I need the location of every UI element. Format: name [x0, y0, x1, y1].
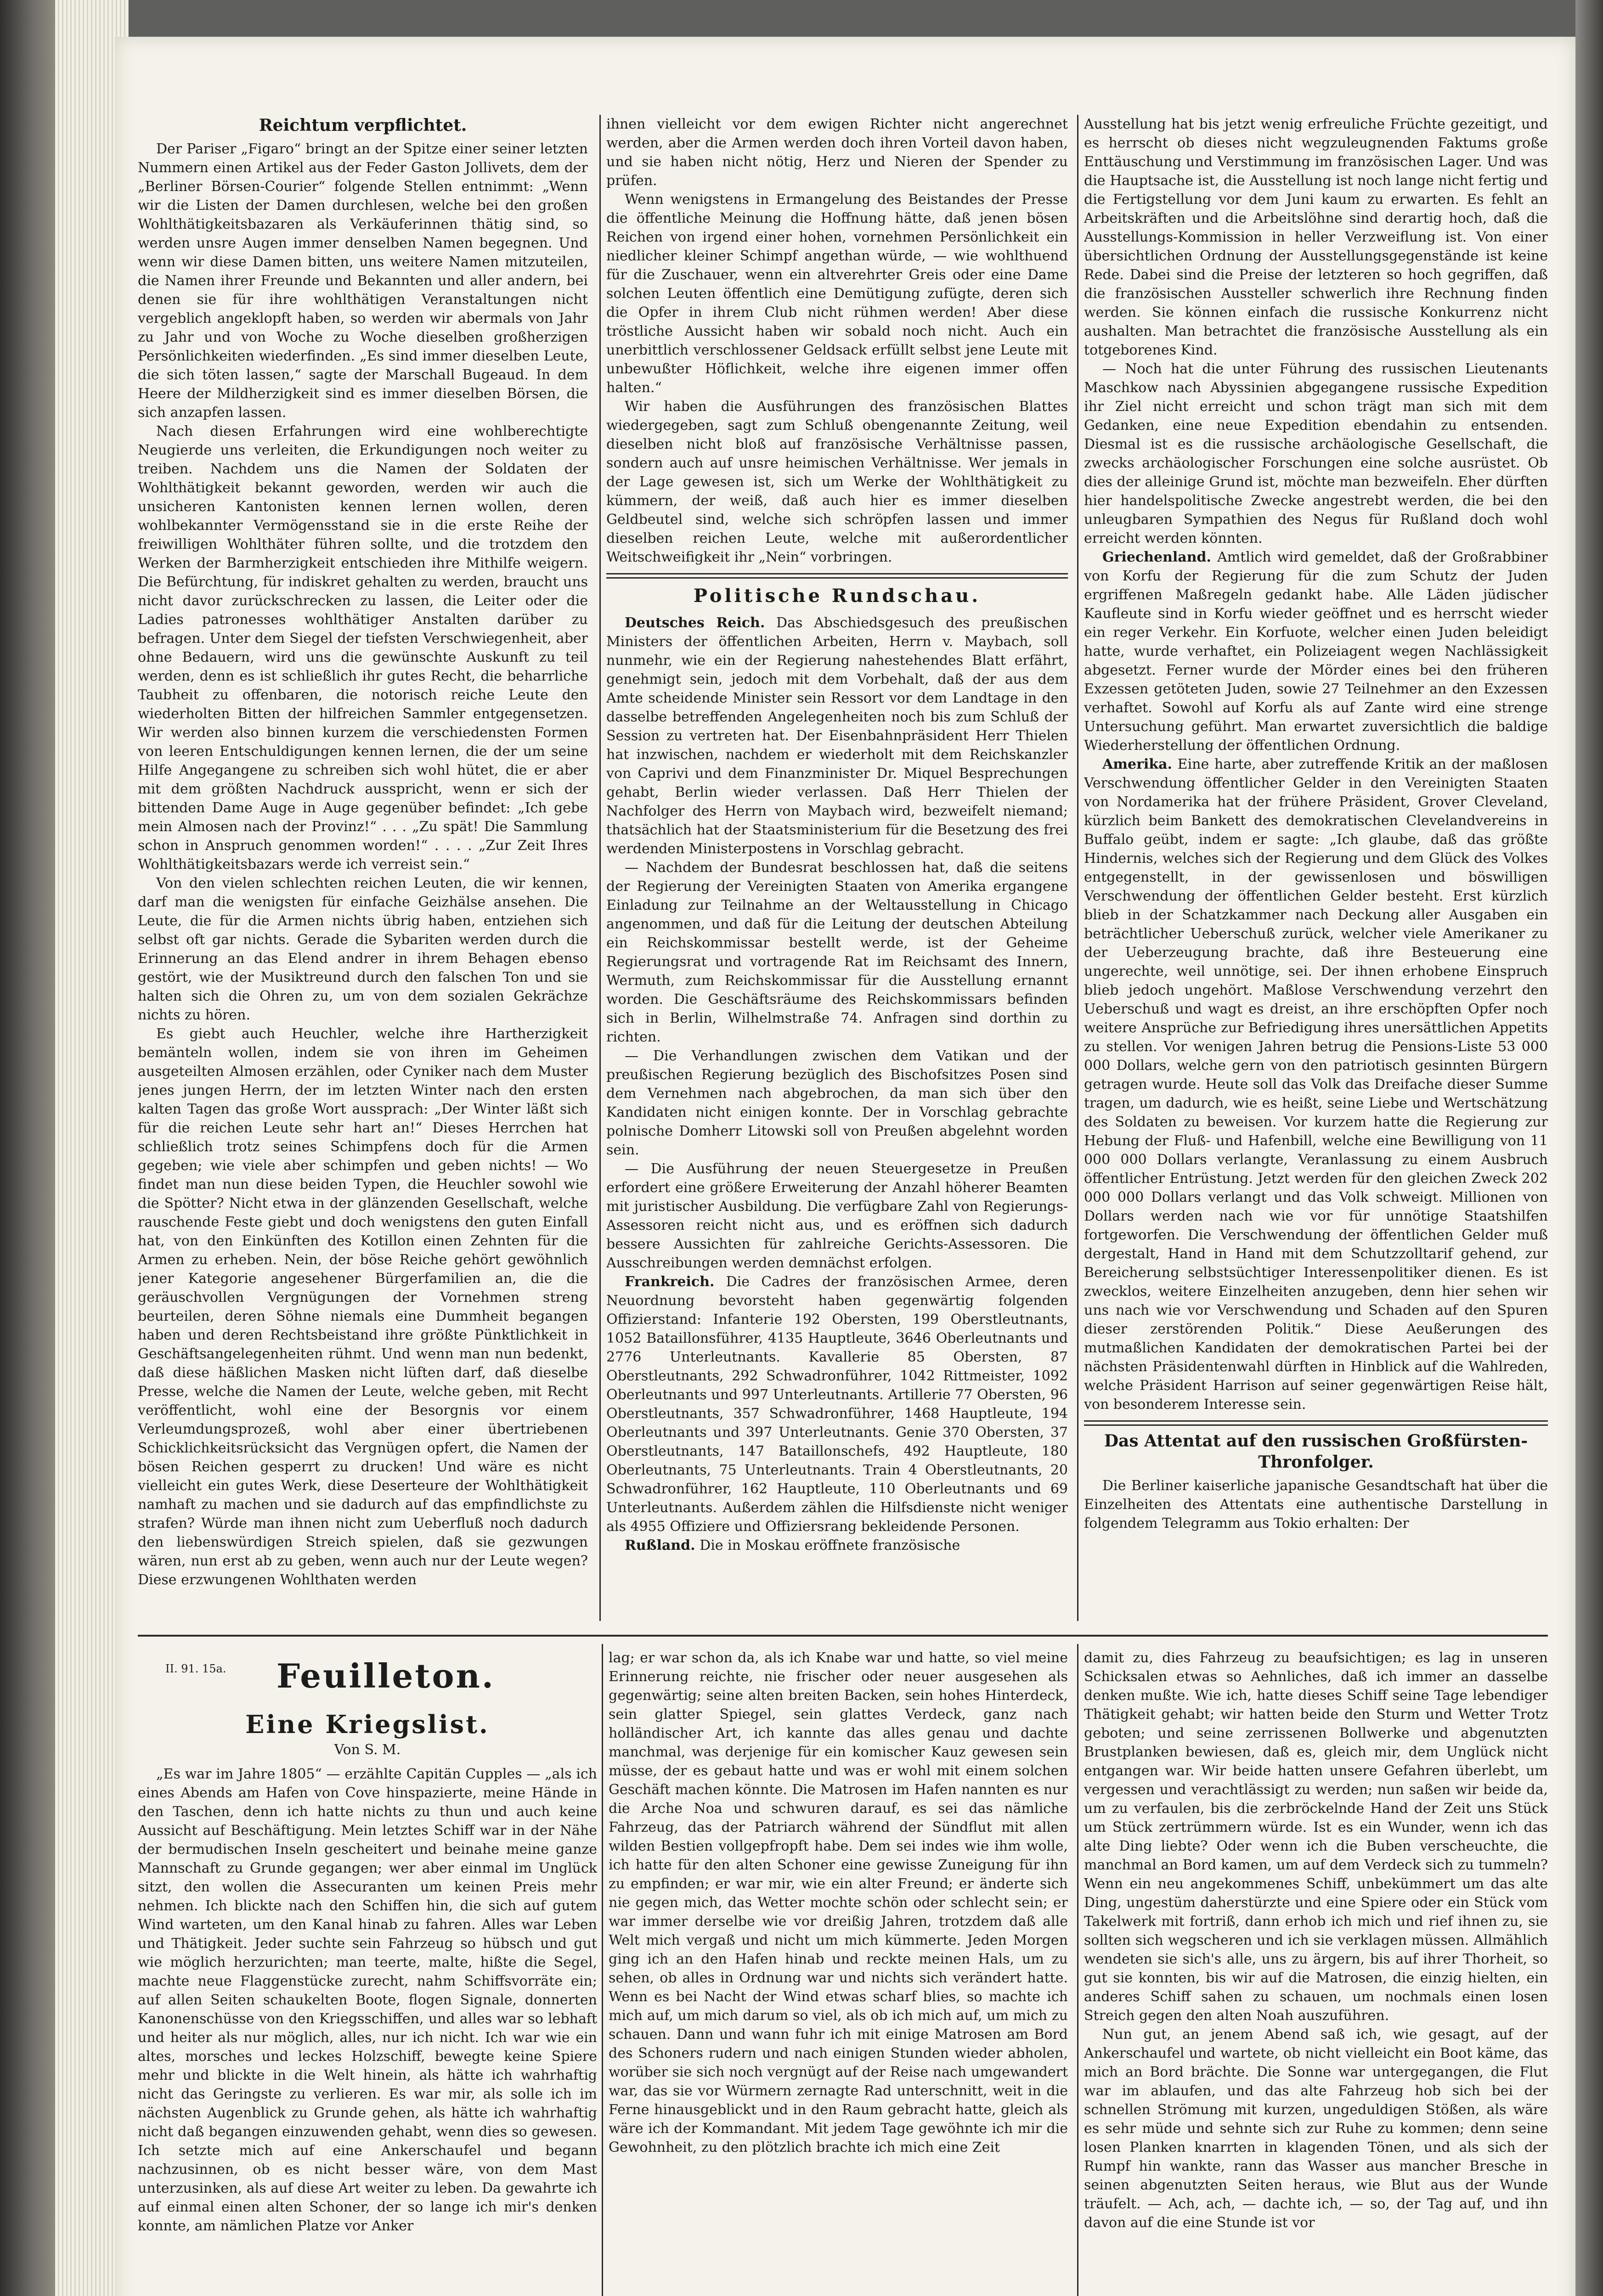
paragraph: [606, 1272, 1068, 1536]
country-heading: Frankreich.: [625, 1274, 715, 1290]
column-divider: [599, 115, 601, 1621]
paragraph-text: Die in Moskau eröffnete französische: [695, 1537, 960, 1553]
paragraph: Ausstellung hat bis jetzt wenig erfreuliche Früchte gezeitigt, und es herrscht ob dieses nicht wegzuleugnenden Faktums große Enttäuschung und Verstimmung im französischen Lager. Und was die Hauptsache ist, die Ausstellung ist noch lange nicht fertig und die Fertigstellung vor dem Juni kaum zu erwarten. Es fehlt an Arbeitskräften und die Arbeitslöhne sind derartig hoch, daß die Ausstellungs-Kommission in heller Verzweiflung ist. Von einer übersichtlichen Ordnung der Ausstellungsgegenstände ist keine Rede. Dabei sind die Preise der letzteren so hoch gegriffen, daß die französischen Aussteller schwerlich ihre Rechnung finden werden. Sie können einfach die russische Konkurrenz nicht aushalten. Man betrachtet die französische Ausstellung als ein totgeborenes Kind.: [1084, 116, 1548, 358]
paragraph: Der Pariser „Figaro“ bringt an der Spitze einer seiner letzten Nummern einen Artikel aus der Feder Gaston Jollivets, dem der „Berliner Börsen-Courier“ folgende Stellen entnimmt: „Wenn wir die Listen der Damen durchlesen, welche bei den großen Wohlthätigkeitsbazaren als Verkäuferinnen thätig sind, so werden unsre Augen immer denselben Namen begegnen. Und wenn wir diese Damen bitten, uns weitere Namen mitzuteilen, die Namen ihrer Freunde und Bekannten und aller andern, bei denen sie für ihre wohlthätigen Veranstaltungen nicht vergeblich angeklopft haben, so werden wir abermals von Jahr zu Jahr und von Woche zu Woche dieselben großherzigen Persönlichkeiten wiederfinden. „Es sind immer dieselben Leute, die sich töten lassen,“ sagte der Marschall Bugeaud. In dem Heere der Mildherzigkeit sind es immer dieselben Börsen, die sich anzapfen lassen.: [138, 141, 588, 421]
paragraph: [1084, 755, 1548, 1414]
paragraph-text: Das Abschiedsgesuch des preußischen Ministers der öffentlichen Arbeiten, Herrn v. Maybach, soll nunmehr, wie ein der Regierung nahestehendes Blatt erfährt, genehmigt sein, jedoch mit dem Vorbehalt, daß der aus dem Amte scheidende Minister sein Ressort vor dem Landtage in den dasselbe betreffenden Angelegenheiten noch bis zum Schluß der Session zu vertreten hat. Der Eisenbahnpräsident Herr Thielen hat inzwischen, nachdem er wiederholt mit dem Reichskanzler von Caprivi und dem Finanzminister Dr. Miquel Besprechungen gehabt, Berlin wieder verlassen. Daß Herr Thielen der Nachfolger des Herrn von Maybach wird, bezweifelt niemand; thatsächlich hat der Staatsministerium für die Besetzung des frei werdenden Ministerpostens in Vorschlag gebracht.: [606, 615, 1068, 857]
feuilleton-column-2: [609, 1649, 1068, 2296]
country-heading: Deutsches Reich.: [625, 615, 765, 631]
article-title-reichtum: Reichtum verpflichtet.: [259, 116, 467, 135]
paragraph: Nach diesen Erfahrungen wird eine wohlberechtigte Neugierde uns verleiten, die Erkundigungen noch weiter zu treiben. Nachdem uns die Namen der Soldaten der Wohlthätigkeit bekannt geworden, werden wir auch die unsicheren Kantonisten kennen lernen wollen, deren wohlbekannter Vermögensstand sie in die erste Reihe der freiwilligen Wohlthäter führen sollte, und die trotzdem den Werken der Barmherzigkeit entschieden ihre Mithilfe weigern. Die Befürchtung, für indiskret gehalten zu werden, braucht uns nicht davor zurückschrecken zu lassen, die Leiter oder die Ladies patronesses wohlthätiger Anstalten darüber zu befragen. Unter dem Siegel der tiefsten Verschwiegenheit, aber ohne Bedauern, wird uns die gewünschte Auskunft zu teil werden, denn es ist schließlich ihr gutes Recht, die beharrliche Taubheit zu offenbaren, die notorisch reiche Leute den wiederholten Bitten der hilfreichen Sammler entgegensetzen. Wir werden also binnen kurzem die verschiedensten Formen von leeren Entschuldigungen kennen lernen, die der um seine Hilfe Angegangene zu schreiben sich wohl hütet, die er aber mit dem größten Nachdruck ausspricht, wenn er sich der bittenden Dame Auge in Auge gegenüber befindet: „Ich gebe mein Almosen nach der Provinz!“ . . . „Zu spät! Die Sammlung schon in Anspruch genommen worden!“ . . . . „Zur Zeit Ihres Wohlthätigkeitsbazars werde ich verreist sein.“: [138, 423, 588, 872]
paragraph-text: Eine harte, aber zutreffende Kritik an der maßlosen Verschwendung öffentlicher Gelder in den Vereinigten Staaten von Nordamerika hat der frühere Präsident, Grover Cleveland, kürzlich beim Bankett des demokratischen Clevelandvereins in Buffalo geübt, indem er sagte: „Ich glaube, daß das größte Hindernis, welches sich der Regierung und dem Glück des Volkes entgegenstellt, in der gewissenlosen und böswilligen Verschwendung der öffentlichen Gelder besteht. Erst kürzlich blieb in der Schatzkammer nach Deckung aller Ausgaben ein beträchtlicher Ueberschuß zurück, welcher viele Amerikaner zu der Ueberzeugung brachte, daß ihre Besteuerung eine ungerechte, weil unnötige, sei. Der ihnen erhobene Einspruch blieb jedoch ungehört. Maßlose Verschwendung verzehrt den Ueberschuß und wagt es dreist, an ihre erschöpften Opfer noch weitere Ansprüche zur Befriedigung ihres unersättlichen Appetits zu stellen. Vor wenigen Jahren betrug die Pensions-Liste 53 000 000 Dollars, welche gern von den patriotisch gesinnten Bürgern getragen wurde. Heute soll das Volk das Dreifache dieser Summe tragen, um dadurch, wie es heißt, seine Liebe und Wertschätzung des Soldaten zu beweisen. Vor kurzem hatte die Regierung zur Hebung der Fluß- und Hafenbill, welche eine Bewilligung von 11 000 000 Dollars verlangte, Veranlassung zu einem Ausbruch öffentlicher Entrüstung. Jetzt werden für den gleichen Zweck 202 000 000 Dollars verlangt und das Volk schweigt. Millionen von Dollars werden nach wie vor für unnötige Staatshilfen fortgeworfen. Die Verschwendung der öffentlichen Gelder muß dergestalt, Hand in Hand mit dem Schutzzolltarif gehend, zur Bereicherung selbstsüchtiger Interessenpolitiker dienen. Es ist zwecklos, weitere Einzelheiten anzugeben, denn hier sehen wir uns nach wie vor Verschwendung und Schaden auf den Spuren dieser zerstörenden Politik.“ Diese Aeußerungen des mutmaßlichen Kandidaten der demokratischen Partei bei der nächsten Präsidentenwahl dürften in Hinblick auf die Wahlreden, welche Präsident Harrison auf seiner gegenwärtigen Reise hält, von besonderem Interesse sein.: [1084, 756, 1548, 1412]
paragraph: — Die Verhandlungen zwischen dem Vatikan und der preußischen Regierung bezüglich des Bischofsitzes Posen sind dem Vernehmen nach abgebrochen, da man sich über den Kandidaten nicht einigen konnte. Der in Vorschlag gebrachte polnische Domherr Litowski soll von Preußen abgelehnt worden sein.: [606, 1048, 1068, 1158]
section-rule: [606, 573, 1068, 579]
column-3: [1084, 115, 1548, 1621]
column-1: [138, 115, 588, 1621]
book-binding-shadow: [0, 0, 55, 2296]
country-heading: Rußland.: [625, 1537, 695, 1553]
paragraph: — Nachdem der Bundesrat beschlossen hat, daß die seitens der Regierung der Vereinigten Staaten von Amerika ergangene Einladung zur Teilnahme an der Weltausstellung in Chicago angenommen, und daß für die Leitung der deutschen Abteilung ein Reichskommissar bestellt werde, ist der Geheime Regierungsrat und vortragende Rat im Reichsamt des Innern, Wermuth, zum Reichskommissar für die Ausstellung ernannt worden. Die Geschäftsräume des Reichskommissars befinden sich in Berlin, Wilhelmstraße 74. Anfragen sind dorthin zu richten.: [606, 860, 1068, 1045]
column-divider: [1077, 1644, 1078, 2296]
feuilleton-title: Feuilleton.: [277, 1656, 495, 1695]
section-title-politische-rundschau: Politische Rundschau.: [693, 585, 981, 607]
country-heading: Griechenland.: [1102, 549, 1211, 565]
paragraph: Es giebt auch Heuchler, welche ihre Hartherzigkeit bemänteln wollen, indem sie von ihren im Geheimen ausgeteilten Almosen erzählen, oder Cyniker nach dem Muster jenes jungen Herrn, der im letzten Winter nach den ersten kalten Tagen das große Wort aussprach: „Der Winter läßt sich für die reichen Leute sehr hart an!“ Dieses Herrchen hat schließlich trotz seines Schimpfens doch für die Armen gegeben; wie viele aber schimpfen und geben nichts! — Wo findet man nun diese beiden Typen, die Heuchler sowohl wie die Spötter? Nicht etwa in der glänzenden Gesellschaft, welche rauschende Feste giebt und doch wenigstens den guten Einfall hat, von den Einkünften des Kotillon einen Zehnten für die Armen zu erheben. Nein, der böse Reiche gehört gewöhnlich jener Kategorie angesehener Bürgerfamilien an, die die geräuschvollen Vergnügungen der Vornehmen streng beurteilen, deren Söhne niemals eine Dummheit begangen haben und deren Rechtsbeistand ihre größte Pünktlichkeit in Geschäftsangelegenheiten rühmt. Und wenn man nun bedenkt, daß diese häßlichen Masken nicht lüften darf, daß dieselbe Presse, welche die Namen der Leute, welche geben, mit Recht veröffentlicht, wohl eine der Besorgnis vor einem Verleumdungsprozeß, wohl aber einer übertriebenen Schicklichkeitsrücksicht das Vergnügen opfert, die Namen der bösen Reichen gesperrt zu drucken! Und wäre es nicht vielleicht ein gutes Werk, diese Deserteure der Wohlthätigkeit namhaft zu machen und sie dadurch auf das empfindlichste zu strafen? Würde man ihnen nicht zum Ueberfluß noch dadurch den liebenswürdigen Streich spielen, daß sie gezwungen wären, nun erst ab zu geben, wenn auch nur der Leute wegen? Diese erzwungenen Wohlthaten werden: [138, 1026, 588, 1588]
scanner-edge-shadow: [1575, 0, 1603, 2296]
paragraph: damit zu, dies Fahrzeug zu beaufsichtigen; es lag in unseren Schicksalen etwas so Aehnliches, daß ich immer an dasselbe denken mußte. Wie ich, hatte dieses Schiff seine Tage lebendiger Thätigkeit gehabt; wir hatten beide den Sturm und Wetter Trotz geboten; und seine zerrissenen Bollwerke und abgenutzten Brustplanken bewiesen, daß es, gleich mir, dem Unglück nicht entgangen war. Wir beide hatten unsere Gefahren überlebt, um vergessen und verachtlässigt zu werden; nun saßen wir beide da, um zu verfaulen, bis die zerbröckelnde Hand der Zeit uns Stück um Stück zertrümmern würde. Ist es ein Wunder, wenn ich das alte Ding liebte? Oder wenn ich die Buben verscheuchte, die manchmal an Bord kamen, um auf dem Verdeck sich zu tummeln? Wenn ein neu angekommenes Schiff, unbekümmert um das alte Ding, ungestüm daherstürzte und eine Spiere oder ein Stück vom Takelwerk mit fortriß, dann erhob ich mich und rief ihnen zu, sie sollten sich wegscheren und ich sie verklagen müssen. Allmählich wendeten sie sich's alle, uns zu ärgern, bis auf ihrer Thorheit, so gut sie konnten, bis wir auf die Matrosen, die einzig hielten, ein anderes Schiff sahen zu schauen, um nochmals einen losen Streich gegen den alten Noah auszuführen.: [1084, 1650, 1548, 2024]
paragraph: [1084, 548, 1548, 755]
feuilleton-column-1: [138, 1658, 597, 2296]
paragraph: [606, 613, 1068, 858]
paragraph: — Noch hat die unter Führung des russischen Lieutenants Maschkow nach Abyssinien abgegangene russische Expedition ihr Ziel nicht erreicht und schon trägt man sich mit dem Gedanken, eine neue Expedition ebendahin zu entsenden. Diesmal ist es die russische archäologische Gesellschaft, die zwecks archäologischer Forschungen eine solche ausrüstet. Ob dies der alleinige Grund ist, möchte man bezweifeln. Eher dürften hier handelspolitische Zwecke angestrebt werden, die bei den unleugbaren Sympathien des Negus für Rußland doch wohl erreicht werden könnten.: [1084, 361, 1548, 546]
column-divider: [1077, 115, 1078, 1621]
section-rule: [1084, 1420, 1548, 1426]
paragraph: Von den vielen schlechten reichen Leuten, die wir kennen, darf man die wenigsten für einfache Geizhälse ansehen. Die Leute, die für die Armen nichts übrig haben, entziehen sich selbst oft gar nichts. Gerade die Sybariten werden durch die Erinnerung an das Elend andrer in ihrem Behagen ebenso gestört, wie der Musiktreund durch den falschen Ton und sie halten sich die Ohren zu, um von dem sozialen Gekrächze nichts zu hören.: [138, 875, 588, 1023]
paragraph: Die Berliner kaiserliche japanische Gesandtschaft hat über die Einzelheiten des Attentats eine authentische Darstellung in folgendem Telegramm aus Tokio erhalten: Der: [1084, 1478, 1548, 1531]
feuilleton-divider: [138, 1635, 1548, 1637]
column-divider: [602, 1644, 603, 2296]
paragraph: „Es war im Jahre 1805“ — erzählte Capitän Cupples — „als ich eines Abends am Hafen von Cove hinspazierte, meine Hände in den Taschen, denn ich hatte nichts zu thun und auch keine Aussicht auf Beschäftigung. Mein letztes Schiff war in der Nähe der bermudischen Inseln gescheitert und beinahe meine ganze Mannschaft zu Grunde gegangen; wer aber einmal im Unglück sitzt, den wollen die Assecuranten um keinen Preis mehr nehmen. Ich blickte nach den Schiffen hin, die sich auf gutem Wind warteten, um den Kanal hinab zu fahren. Alles war Leben und Thätigkeit. Jeder suchte sein Fahrzeug so hübsch und gut wie möglich herzurichten; man teerte, malte, hißte die Segel, machte neue Flaggenstücke zurecht, nahm Schiffsvorräte ein; auf allen Seiten schaukelten Boote, flogen Signale, donnerten Kanonenschüsse von den Kriegsschiffen, und alles war so lebhaft und heiter als nur möglich, alles, nur ich nicht. Ich war wie ein altes, morsches und leckes Holzschiff, bewegte keine Spiere mehr und blickte in die Welt hinein, als hätte ich wahrhaftig nicht das Geringste zu verlieren. Es war mir, als solle ich im nächsten Augenblick zu Grunde gehen, als hätte ich wahrhaftig nicht daß begangen einzuwenden gehabt, wenn dies so gewesen. Ich setzte mich auf eine Ankerschaufel und begann nachzusinnen, ob es nicht besser wäre, von dem Mast unterzusinken, als auf diese Art weiter zu leben. Da gewahrte ich auf einmal einen alten Schoner, der so lange ich mir's denken konnte, am nämlichen Platze vor Anker: [138, 1766, 597, 2234]
story-byline: Von S. M.: [334, 1742, 401, 1758]
paragraph: — Die Ausführung der neuen Steuergesetze in Preußen erfordert eine größere Erweiterung der Anzahl höherer Beamten mit juristischer Ausbildung. Die verfügbare Zahl von Regierungs-Assessoren reicht nicht aus, und es eröffnen sich dadurch bessere Aussichten für zahlreiche Gerichts-Assessoren. Die Ausschreibungen werden demnächst erfolgen.: [606, 1161, 1068, 1271]
paragraph: ihnen vielleicht vor dem ewigen Richter nicht angerechnet werden, aber die Armen werden doch ihren Vorteil davon haben, und sie haben nicht nötig, Herz und Nieren der Spender zu prüfen.: [606, 116, 1068, 189]
paragraph: Wenn wenigstens in Ermangelung des Beistandes der Presse die öffentliche Meinung die Hoffnung hätte, daß jenen bösen Reichen von irgend einer hohen, vornehmen Persönlichkeit ein niedlicher kleiner Schimpf angethan würde, — wie wohlthuend für die Zuschauer, wenn ein altverehrter Greis oder eine Dame solchen Leuten öffentlich eine Demütigung zufügte, deren sich die Opfer in ihrem Club nicht rühmen werden! Aber diese tröstliche Aussicht haben wir sobald noch nicht. Auch ein unerbittlich verschlossener Geldsack erfüllt selbst jene Leute mit unbewußter Höflichkeit, welche ihre eigenen immer offen halten.“: [606, 191, 1068, 396]
paragraph: [606, 1536, 1068, 1555]
country-heading: Amerika.: [1102, 756, 1172, 772]
story-title: Eine Kriegslist.: [245, 1710, 490, 1739]
edition-mark: II. 91. 15a.: [165, 1662, 226, 1675]
article-title-attentat: Das Attentat auf den russischen Großfürsten-Thronfolger.: [1104, 1431, 1528, 1472]
paragraph: Nun gut, an jenem Abend saß ich, wie gesagt, auf der Ankerschaufel und wartete, ob nicht vielleicht ein Boot käme, das mich an Bord brächte. Die Sonne war untergegangen, die Flut war im ablaufen, und das alte Fahrzeug hob sich bei der schnellen Strömung mit kurzen, ungeduldigen Stößen, als wäre es sehr müde und sehnte sich zur Ruhe zu kommen; denn seine losen Planken knarrten in klagenden Tönen, und als sich der Rumpf hin wankte, rann das Wasser aus mancher Bresche in seinen abgenutzten Seiten heraus, wie Blut aus der Wunde träufelt. — Ach, ach, — dachte ich, — so, der Tag auf, und ihn davon auf die eine Stunde ist vor: [1084, 2026, 1548, 2231]
paragraph: Wir haben die Ausführungen des französischen Blattes wiedergegeben, sagt zum Schluß obengenannte Zeitung, weil dieselben nicht bloß auf französische Verhältnisse passen, sondern auch auf unsre heimischen Verhältnisse. Wer jemals in der Lage gewesen ist, sich um Werke der Wohlthätigkeit zu kümmern, der weiß, daß auch hier es immer dieselben Geldbeutel sind, welche sich schröpfen lassen und immer dieselben reichen Leute, welche mit außerordentlicher Weitschweifigkeit ihr „Nein“ vorbringen.: [606, 399, 1068, 565]
feuilleton-column-3: [1084, 1649, 1548, 2296]
paragraph: lag; er war schon da, als ich Knabe war und hatte, so viel meine Erinnerung reichte, nie frischer oder neuer ausgesehen als gegenwärtig; seine alten breiten Backen, sein hohes Hinterdeck, sein glatter Spiegel, sein glattes Verdeck, ganz nach holländischer Art, ich kannte das alles genau und dachte manchmal, was derjenige für ein komischer Kauz gewesen sein müsse, der es gebaut hatte und was er wohl mit einem solchen Geschäft machen könnte. Die Matrosen im Hafen nannten es nur die Arche Noa und schwuren darauf, es sei das nämliche Fahrzeug, das der Patriarch während der Sündflut mit allen wilden Bestien vollgepfropft habe. Dem sei indes wie ihm wolle, ich hatte für den alten Schoner eine gewisse Zuneigung für ihn zu empfinden; er war mir, wie ein alter Freund; er änderte sich nie gegen mich, das Wetter mochte schön oder schlecht sein; er war immer derselbe wie vor dreißig Jahren, trotzdem daß alle Welt mich vergaß und nicht um mich kümmerte. Jeden Morgen ging ich an den Hafen hinab und reckte meinen Hals, um zu sehen, ob alles in Ordnung war und nichts sich verändert hatte. Wenn es bei Nacht der Wind etwas scharf blies, so machte ich mich auf, um mich darum so viel, als ob ich mich auf, um mich zu schauen. Dann und wann fuhr ich mit einige Matrosen am Bord des Schoners rudern und nach einigen Stunden wieder abholen, worüber sie sich noch vergnügt auf der Reise nach umgewandert war, das sie vor Würmern zernagte Rad unterschnitt, weit in die Ferne hinausgeblickt und in den Raum gebracht hatte, gleich als wäre ich der Kommandant. Mit jedem Tage gewöhnte ich mir die Gewohnheit, zu den plötzlich brachte ich mich eine Zeit: [609, 1650, 1068, 2155]
paragraph-text: Amtlich wird gemeldet, daß der Großrabbiner von Korfu der Regierung für die zum Schutz der Juden ergriffenen Maßregeln gedankt habe. Alle Läden jüdischer Kaufleute sind in Korfu wieder geöffnet und es herrscht wieder ein reger Verkehr. Ein Korfuote, welcher einen Juden beleidigt hatte, wurde verhaftet, ein Polizeiagent wegen Nachlässigkeit abgesetzt. Ferner wurde der Mörder eines bei den früheren Exzessen getöteten Juden, sowie 27 Teilnehmer an den Exzessen verhaftet. Sowohl auf Korfu als auf Zante wird eine strenge Untersuchung geführt. Man erwartet zuversichtlich die baldige Wiederherstellung der öffentlichen Ordnung.: [1084, 549, 1548, 754]
paragraph-text: Die Cadres der französischen Armee, deren Neuordnung bevorsteht haben gegenwärtig folgenden Offizierstand: Infanterie 192 Obersten, 199 Oberstleutnants, 1052 Bataillonsführer, 4135 Hauptleute, 3646 Oberleutnants und 2776 Unterleutnants. Kavallerie 85 Obersten, 87 Oberstleutnants, 292 Schwadronführer, 1042 Rittmeister, 1092 Oberleutnants und 997 Unterleutnants. Artillerie 77 Obersten, 96 Oberstleutnants, 357 Schwadronführer, 1468 Hauptleute, 194 Oberleutnants und 397 Unterleutnants. Genie 370 Obersten, 37 Oberstleutnants, 147 Bataillonschefs, 492 Hauptleute, 180 Oberleutnants, 75 Unterleutnants. Train 4 Oberstleutnants, 20 Schwadronführer, 162 Hauptleute, 110 Oberleutnants und 69 Unterleutnants. Außerdem zählen die Hilfsdienste nicht weniger als 4955 Offiziere und Offiziersrang bekleidende Personen.: [606, 1274, 1068, 1535]
column-2: [606, 115, 1068, 1621]
